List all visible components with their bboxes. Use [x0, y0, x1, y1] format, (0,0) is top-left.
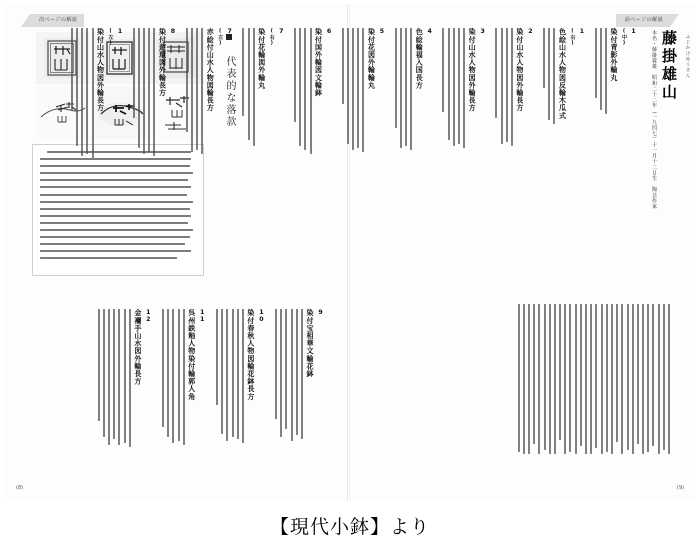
spread-gutter [349, 4, 351, 501]
list-item[interactable] [68, 28, 125, 158]
list-item[interactable] [591, 28, 638, 114]
entry-number: 7 [277, 28, 285, 35]
left-page-running-tab: 次ページの解説 [30, 14, 84, 27]
entry-title: 染付青影外輪丸 [610, 28, 618, 82]
entry-marker: (右) [268, 28, 275, 47]
list-item[interactable] [291, 28, 334, 154]
entry-number: 5 [378, 28, 386, 35]
entry-body [291, 28, 312, 154]
entry-title: 染付山水人物図外輪長方 [96, 28, 105, 112]
seal-explanation-box [32, 144, 204, 276]
entry-title: 染付宝相華文輪花鉢 [306, 309, 314, 378]
entry-body [213, 309, 244, 443]
entry-number: 2 [526, 28, 534, 35]
entry-body [159, 309, 185, 445]
entry-number: 6 [325, 28, 333, 35]
entry-title: 色絵山水人物図反輪木瓜式 [558, 28, 567, 120]
entry-title: 染付花輪図外輪丸 [257, 28, 266, 89]
list-item[interactable] [540, 28, 587, 124]
entry-number: 10 [257, 309, 265, 323]
entry-number: 8 [169, 28, 177, 35]
list-item[interactable] [95, 309, 153, 447]
list-item[interactable] [182, 28, 234, 154]
entry-number: 7 [226, 28, 234, 35]
page-number-left: (8) [16, 485, 24, 491]
entry-title: 金襴手山水図外輪長方 [133, 309, 142, 385]
entry-marker: (中) [621, 28, 627, 47]
entry-number: 9 [317, 309, 324, 316]
list-item[interactable] [213, 309, 266, 443]
list-item[interactable] [439, 28, 487, 148]
entry-body [492, 28, 513, 146]
entry-title: 色絵輪福入国長方 [415, 28, 424, 89]
list-item[interactable] [130, 28, 178, 156]
list-item[interactable] [492, 28, 535, 146]
entry-body [339, 28, 365, 152]
page-number-right: (9) [676, 485, 684, 491]
entry-number: 12 [144, 309, 152, 323]
list-item[interactable] [514, 304, 672, 454]
entry-body [239, 28, 255, 146]
entry-number: 1 [630, 28, 637, 35]
figure-caption: 【現代小鉢】より [269, 516, 430, 538]
entry-title: 赤絵付山水人物図輪長方 [206, 28, 215, 112]
entry-body [95, 309, 131, 447]
entry-title: 染付山水人物図外輪長方 [515, 28, 524, 112]
entry-number: 3 [479, 28, 487, 35]
list-item[interactable] [272, 309, 325, 441]
entry-body [182, 28, 203, 154]
entry-title: 染付山水人物図外輪長方 [468, 28, 477, 112]
left-page-entry-list [89, 309, 326, 447]
entry-body [391, 28, 412, 150]
list-item[interactable] [391, 28, 434, 150]
list-item[interactable] [339, 28, 387, 152]
entry-marker: (左) [217, 28, 224, 47]
entry-title: 染付花図外輪輪丸 [367, 28, 376, 89]
right-page-running-tab: 前ページの解説 [616, 14, 670, 27]
entry-number: 1 [116, 28, 124, 35]
section-heading-label: 代表的な落款 [224, 56, 235, 128]
entry-body [540, 28, 556, 124]
entry-title: 染付春秋人物図輪花鉢長方 [246, 309, 255, 401]
page-subtitle: 本名・藤掛義雄 昭和二十二年（一九四七）十一月十二日生 陶芸作家 [651, 30, 657, 210]
list-item[interactable] [159, 309, 207, 445]
entry-body [439, 28, 465, 148]
entry-title: 呉州鉄釉人物染付輪郭人角 [187, 309, 196, 401]
page-title: 藤掛雄山 [660, 30, 678, 102]
entry-number: 4 [426, 28, 434, 35]
entry-number: 1 [578, 28, 586, 35]
entry-marker: (右) [569, 28, 576, 47]
entry-body [591, 28, 607, 114]
page-title-ruby: ふじかけゆうざん [685, 34, 690, 79]
entry-marker: (左) [107, 28, 114, 47]
right-page-entry-list-bottom [512, 304, 672, 454]
list-item[interactable] [239, 28, 286, 146]
entry-body [272, 309, 303, 441]
entry-title: 染付遊環図外輪長方 [158, 28, 167, 97]
entry-body [130, 28, 156, 156]
entry-body [68, 28, 94, 158]
entry-body [514, 304, 670, 454]
entry-title: 染付国外輪図文輪鉢 [314, 28, 323, 97]
entry-number: 11 [198, 309, 206, 323]
